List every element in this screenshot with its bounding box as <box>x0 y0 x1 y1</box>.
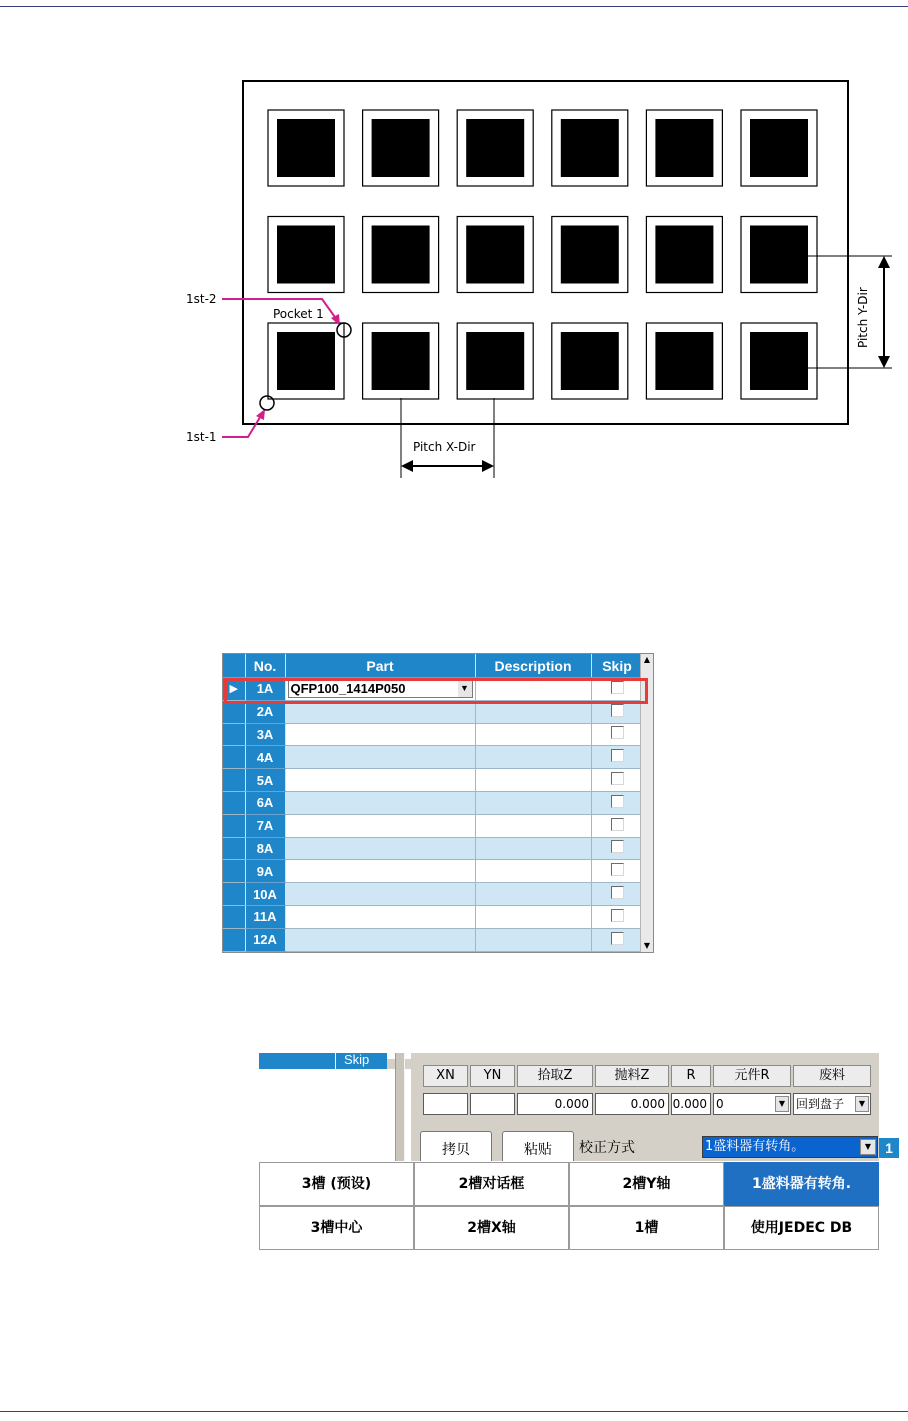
table-row[interactable] <box>223 928 643 951</box>
header-waste: 废料 <box>793 1065 871 1087</box>
table-row[interactable] <box>223 791 643 814</box>
part-cell[interactable] <box>285 723 475 746</box>
grid-body <box>223 678 643 952</box>
column-header-description[interactable]: Description <box>475 654 591 678</box>
skip-cell <box>591 769 643 792</box>
skip-cell <box>591 905 643 928</box>
table-row[interactable] <box>223 769 643 792</box>
skip-checkbox[interactable] <box>611 840 624 853</box>
grid-fragment-header <box>259 1053 387 1069</box>
part-cell[interactable] <box>285 883 475 906</box>
calibration-value: 1盛料器有转角。 <box>705 1139 805 1154</box>
row-indicator[interactable] <box>223 769 245 792</box>
row-number: 9A <box>245 860 285 883</box>
column-header-skip[interactable]: Skip <box>591 654 643 678</box>
description-cell[interactable] <box>475 883 591 906</box>
description-cell[interactable] <box>475 746 591 769</box>
header-xn: XN <box>423 1065 468 1087</box>
table-row[interactable] <box>223 860 643 883</box>
pocket-component <box>750 119 808 177</box>
description-cell[interactable] <box>475 837 591 860</box>
skip-checkbox[interactable] <box>611 704 624 717</box>
paste-button[interactable]: 粘贴 <box>502 1131 574 1161</box>
r-input[interactable]: 0.000 <box>671 1093 711 1115</box>
settings-panel <box>259 1053 879 1161</box>
pocket-component <box>372 332 430 390</box>
row-number: 10A <box>245 883 285 906</box>
part-cell[interactable] <box>285 860 475 883</box>
part-cell[interactable] <box>285 814 475 837</box>
row-number: 7A <box>245 814 285 837</box>
pocket-component <box>655 119 713 177</box>
part-cell[interactable] <box>285 905 475 928</box>
skip-checkbox[interactable] <box>611 772 624 785</box>
skip-checkbox[interactable] <box>611 863 624 876</box>
chevron-down-icon[interactable]: ▼ <box>860 1139 876 1155</box>
scroll-down-icon[interactable]: ▼ <box>643 941 651 950</box>
row-number: 4A <box>245 746 285 769</box>
skip-cell <box>591 791 643 814</box>
callout-badge: 1 <box>879 1138 899 1158</box>
skip-checkbox[interactable] <box>611 818 624 831</box>
row-number: 2A <box>245 700 285 723</box>
skip-cell <box>591 883 643 906</box>
row-number: 5A <box>245 769 285 792</box>
part-r-value: 0 <box>716 1097 724 1111</box>
skip-cell <box>591 814 643 837</box>
first1-label: 1st-1 <box>186 430 217 444</box>
header-yn: YN <box>470 1065 515 1087</box>
row-number: 11A <box>245 905 285 928</box>
skip-cell <box>591 860 643 883</box>
waste-select[interactable] <box>793 1093 871 1115</box>
description-cell[interactable] <box>475 769 591 792</box>
row-indicator[interactable] <box>223 883 245 906</box>
tray-diagram <box>0 0 908 500</box>
xn-input[interactable] <box>423 1093 468 1115</box>
pitch-y-arrowhead-bottom <box>878 356 890 368</box>
skip-checkbox[interactable] <box>611 909 624 922</box>
pocket1-label: Pocket 1 <box>273 307 324 321</box>
pocket-component <box>655 226 713 284</box>
description-cell[interactable] <box>475 814 591 837</box>
skip-checkbox[interactable] <box>611 932 624 945</box>
row-number: 12A <box>245 928 285 951</box>
column-header-no[interactable]: No. <box>245 654 285 678</box>
part-cell[interactable] <box>285 837 475 860</box>
row-indicator-header <box>223 654 245 678</box>
description-cell[interactable] <box>475 860 591 883</box>
description-cell[interactable] <box>475 905 591 928</box>
row-indicator[interactable] <box>223 791 245 814</box>
skip-checkbox[interactable] <box>611 795 624 808</box>
table-row[interactable] <box>223 905 643 928</box>
pitch-x-arrowhead-left <box>401 460 413 472</box>
calibration-option-button[interactable]: 1槽 <box>569 1206 724 1250</box>
row-indicator[interactable] <box>223 746 245 769</box>
current-row-icon: ▶ <box>229 683 238 696</box>
copy-button[interactable]: 拷贝 <box>420 1131 492 1161</box>
row-number: 8A <box>245 837 285 860</box>
header-r: R <box>671 1065 711 1087</box>
grid-fragment-body <box>259 1069 411 1161</box>
column-header-part[interactable]: Part <box>285 654 475 678</box>
header-part-r: 元件R <box>713 1065 791 1087</box>
pocket-component <box>561 332 619 390</box>
pick-z-input[interactable]: 0.000 <box>517 1093 593 1115</box>
calibration-option-button[interactable]: 2槽Y轴 <box>569 1162 724 1206</box>
waste-value: 回到盘子 <box>796 1097 845 1111</box>
yn-input[interactable] <box>470 1093 515 1115</box>
description-cell[interactable] <box>475 928 591 951</box>
pitch-x-label: Pitch X-Dir <box>413 440 476 454</box>
row-indicator[interactable] <box>223 837 245 860</box>
pocket-component <box>277 332 335 390</box>
bottom-rule <box>0 1411 908 1412</box>
skip-checkbox[interactable] <box>611 886 624 899</box>
pitch-x-arrowhead-right <box>482 460 494 472</box>
pocket-component <box>372 119 430 177</box>
selected-row-highlight <box>224 678 648 704</box>
pocket-component <box>561 226 619 284</box>
pocket-component <box>466 226 524 284</box>
row-indicator[interactable] <box>223 860 245 883</box>
row-indicator[interactable] <box>223 723 245 746</box>
grid-header-row <box>223 654 643 678</box>
calibration-option-button[interactable]: 2槽X轴 <box>414 1206 569 1250</box>
skip-cell <box>591 837 643 860</box>
calibration-option-button[interactable]: 2槽对话框 <box>414 1162 569 1206</box>
calibration-option-button[interactable]: 1盛料器有转角. <box>724 1162 879 1206</box>
pocket-component <box>466 119 524 177</box>
description-cell[interactable] <box>475 791 591 814</box>
pocket-component <box>750 226 808 284</box>
skip-checkbox[interactable] <box>611 749 624 762</box>
table-row[interactable] <box>223 837 643 860</box>
part-cell[interactable] <box>285 769 475 792</box>
scroll-up-icon[interactable]: ▲ <box>643 655 651 664</box>
pitch-y-label: Pitch Y-Dir <box>856 287 870 348</box>
row-number: 1A <box>245 678 285 701</box>
calibration-select[interactable] <box>702 1136 878 1158</box>
calibration-options <box>259 1162 879 1250</box>
calibration-option-button[interactable]: 使用JEDEC DB <box>724 1206 879 1250</box>
part-value: QFP100_1414P050 <box>290 681 406 697</box>
pocket-component <box>750 332 808 390</box>
pocket-component <box>277 226 335 284</box>
skip-cell <box>591 746 643 769</box>
pitch-y-arrowhead-top <box>878 256 890 268</box>
part-r-select[interactable] <box>713 1093 791 1115</box>
pocket-component <box>561 119 619 177</box>
skip-cell <box>591 928 643 951</box>
discard-z-input[interactable]: 0.000 <box>595 1093 669 1115</box>
row-indicator[interactable] <box>223 928 245 951</box>
skip-header-fragment: Skip <box>335 1053 369 1069</box>
row-indicator[interactable] <box>223 905 245 928</box>
skip-checkbox[interactable] <box>611 726 624 739</box>
table-row[interactable] <box>223 723 643 746</box>
part-cell[interactable] <box>285 791 475 814</box>
calibration-option-button[interactable]: 3槽 (预设) <box>259 1162 414 1206</box>
row-indicator[interactable] <box>223 814 245 837</box>
table-row[interactable] <box>223 814 643 837</box>
pocket-component <box>655 332 713 390</box>
chevron-down-icon[interactable]: ▼ <box>775 1096 789 1112</box>
part-cell[interactable] <box>285 746 475 769</box>
chevron-down-icon[interactable]: ▼ <box>458 680 472 697</box>
calibration-option-button[interactable]: 3槽中心 <box>259 1206 414 1250</box>
pocket-component <box>466 332 524 390</box>
first2-label: 1st-2 <box>186 292 217 306</box>
pocket-component <box>372 226 430 284</box>
calibration-label: 校正方式 <box>579 1140 635 1156</box>
row-number: 6A <box>245 791 285 814</box>
header-discard-z: 抛料Z <box>595 1065 669 1087</box>
skip-cell <box>591 723 643 746</box>
table-row[interactable] <box>223 883 643 906</box>
part-cell[interactable] <box>285 928 475 951</box>
header-pick-z: 拾取Z <box>517 1065 593 1087</box>
row-number: 3A <box>245 723 285 746</box>
pocket-component <box>277 119 335 177</box>
description-cell[interactable] <box>475 723 591 746</box>
panel-splitter[interactable] <box>395 1053 405 1161</box>
table-row[interactable] <box>223 746 643 769</box>
chevron-down-icon[interactable]: ▼ <box>855 1096 869 1112</box>
